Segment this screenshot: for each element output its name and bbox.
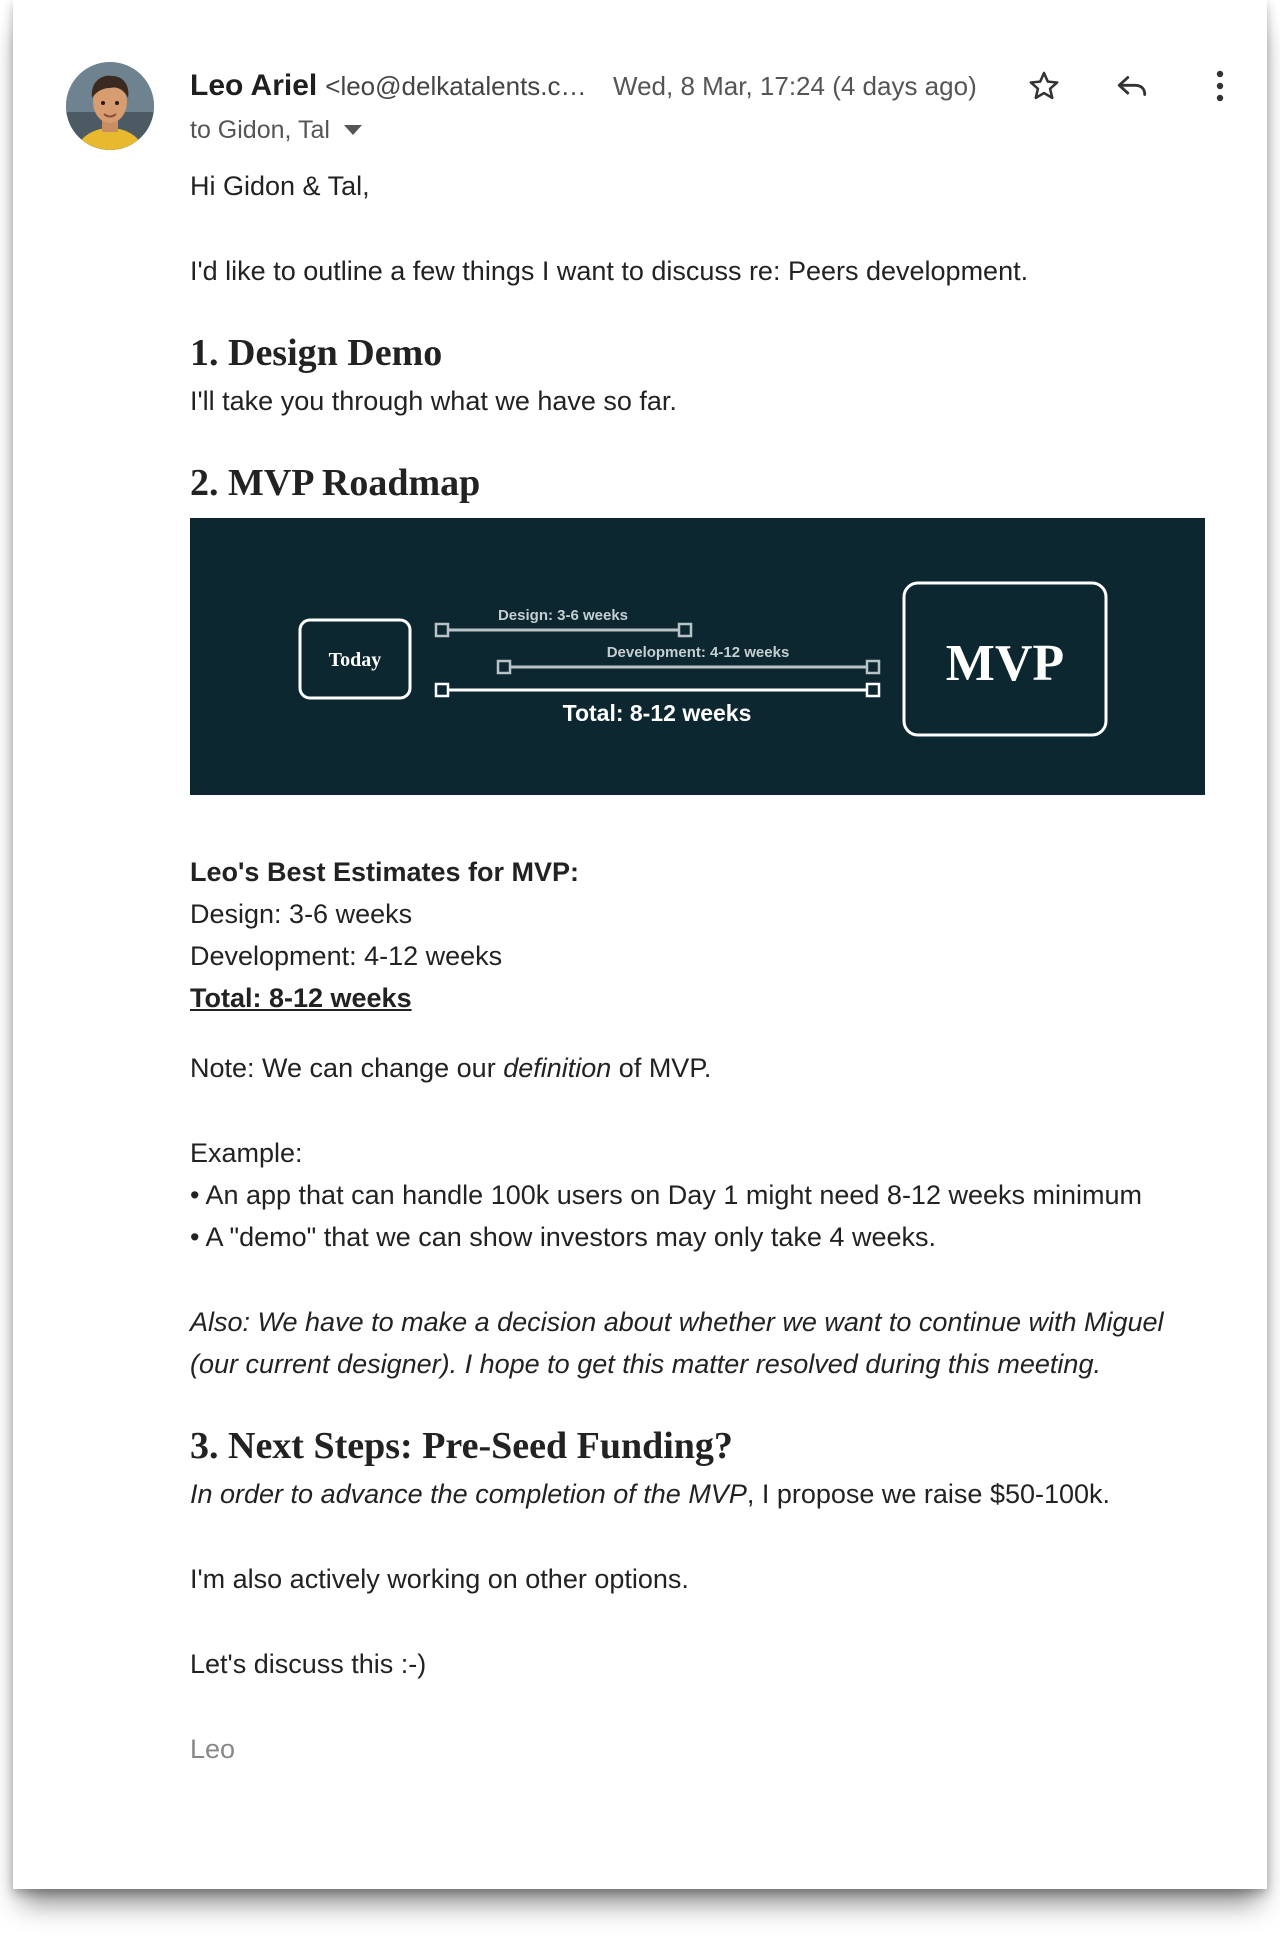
closing-text: Let's discuss this :-) bbox=[190, 1649, 427, 1679]
note-text: Note: We can change our definition of MVP. bbox=[190, 1053, 712, 1083]
greeting: Hi Gidon & Tal, bbox=[190, 171, 370, 201]
example-item-1: • An app that can handle 100k users on Day 1 might need 8-12 weeks minimum bbox=[190, 1180, 1143, 1210]
design-demo-text: I'll take you through what we have so far. bbox=[190, 386, 677, 416]
total-duration-label: Total: 8-12 weeks bbox=[562, 700, 752, 726]
heading-design-demo: 1. Design Demo bbox=[190, 332, 443, 374]
sender-avatar[interactable] bbox=[66, 62, 154, 150]
estimates-title: Leo's Best Estimates for MVP: bbox=[190, 857, 580, 887]
reply-icon bbox=[1115, 69, 1149, 103]
estimate-total: Total: 8-12 weeks bbox=[190, 983, 412, 1013]
also-note-line-1: Also: We have to make a decision about whether we want to continue with Miguel bbox=[190, 1307, 1164, 1337]
note-emphasis: definition bbox=[503, 1053, 612, 1083]
sender-name[interactable]: Leo Ariel bbox=[190, 69, 318, 102]
sender-email[interactable]: <leo@delkatalents.c… bbox=[325, 70, 587, 101]
avatar-photo bbox=[66, 62, 154, 150]
development-end-handle bbox=[867, 661, 879, 673]
example-label: Example: bbox=[190, 1138, 303, 1168]
more-vert-icon bbox=[1214, 69, 1226, 103]
reply-button[interactable] bbox=[1110, 64, 1154, 108]
also-note-line-2: (our current designer). I hope to get this matter resolved during this meeting. bbox=[190, 1349, 1101, 1379]
funding-emphasis: In order to advance the completion of the MVP bbox=[190, 1479, 747, 1509]
total-end-handle bbox=[867, 684, 879, 696]
mvp-label: MVP bbox=[945, 635, 1065, 692]
development-duration-label: Development: 4-12 weeks bbox=[606, 644, 790, 661]
mvp-roadmap-image[interactable] bbox=[190, 518, 1205, 795]
recipients-label: to Gidon, Tal bbox=[190, 115, 330, 144]
design-end-handle bbox=[679, 624, 691, 636]
more-options-button[interactable] bbox=[1198, 64, 1242, 108]
caret-down-icon bbox=[344, 125, 362, 135]
email-date[interactable]: Wed, 8 Mar, 17:24 (4 days ago) bbox=[613, 71, 977, 101]
roadmap-diagram bbox=[190, 518, 1205, 795]
design-start-handle bbox=[436, 624, 448, 636]
heading-next-steps: 3. Next Steps: Pre-Seed Funding? bbox=[190, 1425, 733, 1467]
signature: Leo bbox=[190, 1734, 236, 1764]
heading-mvp-roadmap: 2. MVP Roadmap bbox=[190, 462, 481, 504]
today-label: Today bbox=[328, 649, 382, 671]
estimate-design: Design: 3-6 weeks bbox=[190, 899, 413, 929]
star-button[interactable] bbox=[1022, 64, 1066, 108]
total-start-handle bbox=[436, 684, 448, 696]
estimate-development: Development: 4-12 weeks bbox=[190, 941, 503, 971]
development-start-handle bbox=[498, 661, 510, 673]
email-card bbox=[13, 0, 1267, 1889]
design-duration-label: Design: 3-6 weeks bbox=[497, 607, 629, 624]
example-item-2: • A "demo" that we can show investors may only take 4 weeks. bbox=[190, 1222, 936, 1252]
other-options-text: I'm also actively working on other options. bbox=[190, 1564, 689, 1594]
funding-proposal: In order to advance the completion of the MVP, I propose we raise $50-100k. bbox=[190, 1479, 1111, 1509]
intro-text: I'd like to outline a few things I want to discuss re: Peers development. bbox=[190, 256, 1029, 286]
star-icon bbox=[1027, 69, 1061, 103]
sender-line bbox=[190, 66, 591, 106]
email-body bbox=[190, 165, 1250, 1770]
recipients-dropdown[interactable] bbox=[190, 110, 362, 150]
